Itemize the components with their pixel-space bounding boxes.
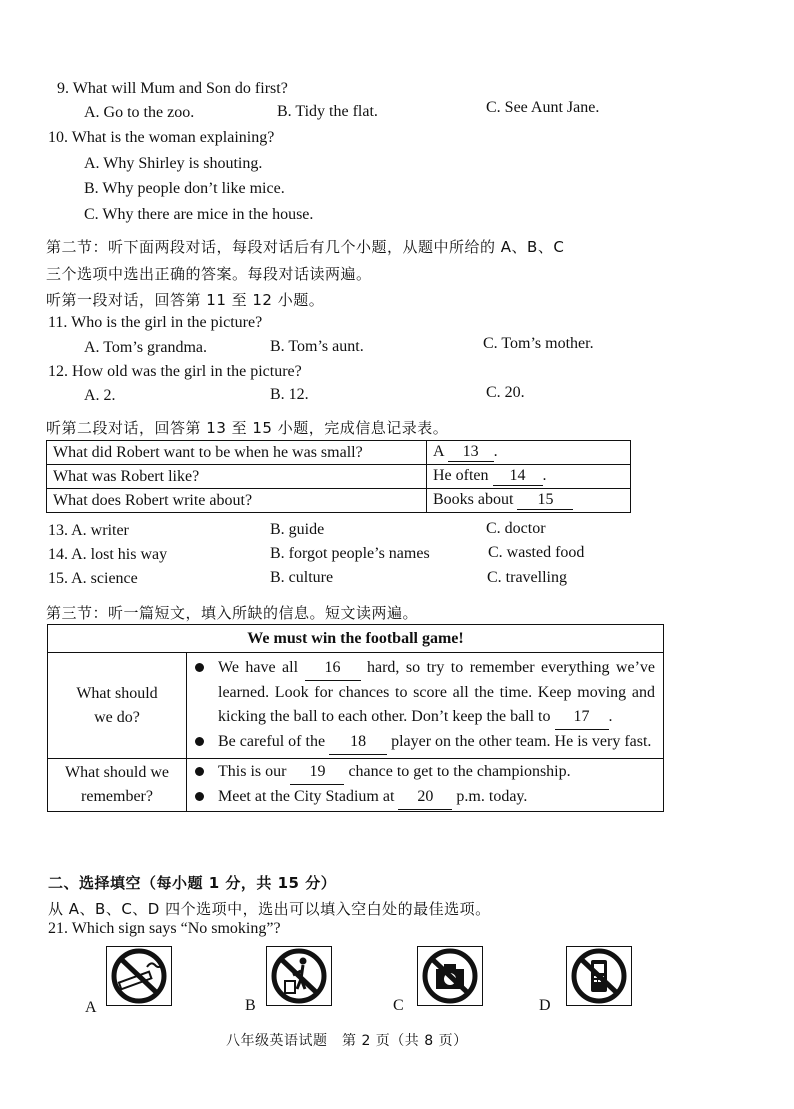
bullet-icon: [195, 792, 204, 801]
list-item: Meet at the City Stadium at 20 p.m. today.: [187, 785, 663, 810]
passage-content-do: [187, 653, 664, 759]
q13-option-a: 13. A. writer: [48, 522, 129, 539]
info-record-table: [46, 440, 631, 513]
info-answer: He often 14 .: [427, 465, 631, 489]
answer-blank: 13: [448, 443, 494, 462]
info-answer: A 13 .: [427, 441, 631, 465]
info-question: What does Robert write about?: [47, 489, 427, 513]
answer-blank: 20: [398, 785, 452, 810]
q21-stem: 21. Which sign says “No smoking”?: [48, 920, 281, 937]
option-a-label: A: [85, 999, 97, 1016]
table-row: [47, 489, 631, 513]
q9-option-c: C. See Aunt Jane.: [486, 99, 600, 116]
q10-stem: 10. What is the woman explaining?: [48, 129, 275, 146]
part2-heading: 二、选择填空（每小题 1 分，共 15 分）: [48, 874, 337, 892]
page-footer: 八年级英语试题 第 2 页（共 8 页）: [226, 1033, 468, 1049]
q10-option-b: B. Why people don’t like mice.: [84, 180, 285, 197]
q10-option-a: A. Why Shirley is shouting.: [84, 155, 263, 172]
q11-option-c: C. Tom’s mother.: [483, 335, 594, 352]
q9-stem: 9. What will Mum and Son do first?: [57, 80, 288, 97]
table-row: [48, 759, 664, 812]
answer-blank: 17: [555, 705, 609, 730]
q11-stem: 11. Who is the girl in the picture?: [48, 314, 263, 331]
passage-table: [47, 624, 664, 812]
section3-instruction: 第三节：听一篇短文，填入所缺的信息。短文读两遍。: [46, 604, 419, 622]
q15-option-b: B. culture: [270, 569, 334, 586]
section2-sub1: 听第一段对话，回答第 11 至 12 小题。: [46, 291, 325, 309]
q14-option-c: C. wasted food: [488, 544, 585, 561]
q11-option-b: B. Tom’s aunt.: [270, 338, 364, 355]
table-row: [48, 653, 664, 759]
q12-stem: 12. How old was the girl in the picture?: [48, 363, 302, 380]
answer-blank: 16: [305, 656, 361, 681]
option-d-label: D: [539, 997, 551, 1014]
list-item: This is our 19 chance to get to the championship.: [187, 760, 663, 785]
row-label-what-do: What should we do?: [48, 653, 187, 759]
q14-option-a: 14. A. lost his way: [48, 546, 168, 563]
table-row: [47, 465, 631, 489]
no-photography-icon[interactable]: [417, 946, 483, 1006]
q15-option-c: C. travelling: [487, 569, 567, 586]
section2-instruction-1: 第二节：听下面两段对话，每段对话后有几个小题，从题中所给的 A、B、C: [46, 238, 565, 256]
no-phones-icon[interactable]: [566, 946, 632, 1006]
no-littering-icon[interactable]: [266, 946, 332, 1006]
bullet-icon: [195, 737, 204, 746]
section2-sub2: 听第二段对话，回答第 13 至 15 小题，完成信息记录表。: [46, 419, 449, 437]
q9-option-a: A. Go to the zoo.: [84, 104, 195, 121]
info-answer: Books about 15: [427, 489, 631, 513]
q9-option-b: B. Tidy the flat.: [277, 103, 378, 120]
row-label-remember: What should we remember?: [48, 759, 187, 812]
q12-option-b: B. 12.: [270, 386, 309, 403]
q13-option-b: B. guide: [270, 521, 325, 538]
passage-title: We must win the football game!: [48, 625, 664, 653]
list-item: Be careful of the 18 player on the other team. He is very fast.: [187, 730, 663, 755]
answer-blank: 18: [329, 730, 387, 755]
q12-option-c: C. 20.: [486, 384, 525, 401]
q11-option-a: A. Tom’s grandma.: [84, 339, 208, 356]
option-c-label: C: [393, 997, 404, 1014]
passage-content-remember: [187, 759, 664, 812]
answer-blank: 15: [517, 491, 573, 510]
list-item: We have all 16 hard, so try to remember everything we’ve learned. Look for chances to score all the time. Keep moving and kicking the ball to each other. Don’t keep the ball to 17 .: [187, 656, 663, 730]
q10-option-c: C. Why there are mice in the house.: [84, 206, 314, 223]
q13-option-c: C. doctor: [486, 520, 546, 537]
part2-instruction: 从 A、B、C、D 四个选项中，选出可以填入空白处的最佳选项。: [48, 900, 491, 918]
info-question: What was Robert like?: [47, 465, 427, 489]
q12-option-a: A. 2.: [84, 387, 116, 404]
bullet-icon: [195, 663, 204, 672]
section2-instruction-2: 三个选项中选出正确的答案。每段对话读两遍。: [46, 265, 372, 283]
info-question: What did Robert want to be when he was small?: [47, 441, 427, 465]
no-smoking-icon[interactable]: [106, 946, 172, 1006]
answer-blank: 14: [493, 467, 543, 486]
q15-option-a: 15. A. science: [48, 570, 138, 587]
answer-blank: 19: [290, 760, 344, 785]
q14-option-b: B. forgot people’s names: [270, 545, 430, 562]
option-b-label: B: [245, 997, 256, 1014]
table-row: [47, 441, 631, 465]
bullet-icon: [195, 767, 204, 776]
